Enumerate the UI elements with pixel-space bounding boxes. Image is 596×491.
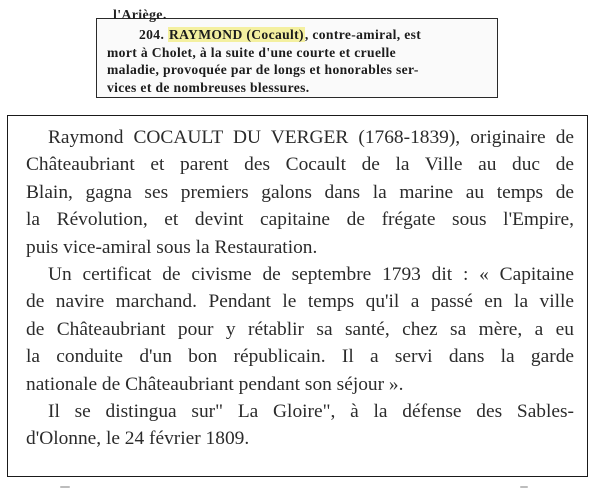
note-body [26,124,574,453]
paragraph-distinction [26,398,574,453]
scan-artifact [60,486,70,488]
text-line: de navire marchand. Pendant le temps qu'il a passé en la ville [26,291,574,313]
text-line: Il se distingua sur" La Gloire", à la défense des Sables- [48,401,574,423]
clipping-line: vices et de nombreuses blessures. [107,79,310,95]
paragraph-certificate [26,261,574,398]
text-line: Châteaubriant et parent des Cocault de la Ville au duc de [26,154,574,176]
biography-note [7,115,588,477]
text-line: la Révolution, et devint capitaine de frégate sous l'Empire, [26,209,574,231]
highlighted-name: RAYMOND (Cocault) [168,27,304,42]
clipping-entry-number: 204. [139,27,165,42]
scan-artifact [520,486,528,488]
text-line: puis vice-amiral sous la Restauration. [26,236,318,258]
newspaper-clipping [96,8,498,98]
text-line: la conduite d'un bon républicain. Il a servi dans la garde [26,346,574,368]
clipping-line [107,26,489,44]
text-line: Blain, gagna ses premiers galons dans la marine au temps de [26,181,574,203]
text-line: d'Olonne, le 24 février 1809. [26,428,250,450]
text-line: Un certificat de civisme de septembre 1793 dit : « Capitaine [48,264,574,286]
text-line: nationale de Châteaubriant pendant son séjour ». [26,373,404,395]
text-line: Raymond COCAULT DU VERGER (1768-1839), originaire de [48,127,574,148]
clipping-line: mort à Cholet, à la suite d'une courte et cruelle [107,44,396,60]
text-line: de Châteaubriant pour y rétablir sa santé, chez sa mère, a eu [26,318,574,340]
paragraph-biography [26,124,574,261]
clipping-line-text: , contre-amiral, est [304,27,422,42]
clipping-partial-heading: l'Ariège. [113,8,167,23]
clipping-text [107,26,489,96]
clipping-line: maladie, provoquée par de longs et honorables ser- [107,62,419,77]
